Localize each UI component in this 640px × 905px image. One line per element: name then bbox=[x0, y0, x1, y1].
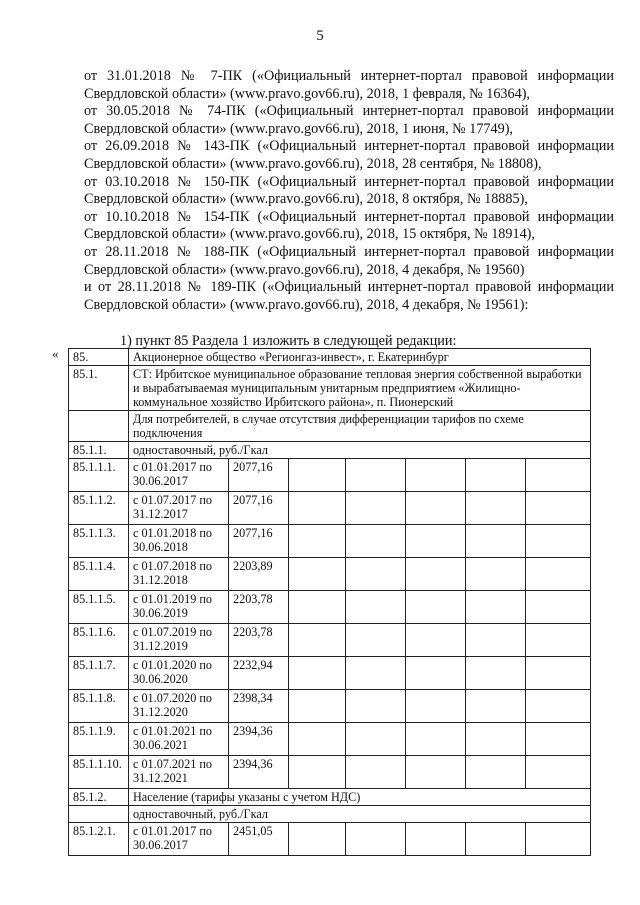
amendment-item: от 30.05.2018 № 74-ПК («Официальный интернет-портал правовой информации Свердловской области» (www.pravo.gov66.ru), 2018, 1 июня, № 17749), bbox=[84, 103, 614, 137]
table-row bbox=[69, 442, 591, 459]
amendment-item: от 03.10.2018 № 150-ПК («Официальный интернет-портал правовой информации Свердловской области» (www.pravo.gov66.ru), 2018, 8 октября, № 18885), bbox=[84, 173, 614, 208]
period: с 01.01.2017 по 30.06.2017 bbox=[129, 823, 229, 856]
tariff-value: 2203,89 bbox=[229, 558, 289, 591]
table-row bbox=[69, 823, 591, 856]
tariff-value: 2077,16 bbox=[229, 459, 289, 492]
table-row bbox=[69, 806, 591, 823]
table-row bbox=[69, 624, 591, 657]
page-number: 5 bbox=[316, 28, 324, 44]
table-row bbox=[69, 525, 591, 558]
table-row bbox=[69, 591, 591, 624]
tariff-value: 2394,36 bbox=[229, 723, 289, 756]
period: с 01.01.2020 по 30.06.2020 bbox=[129, 657, 229, 690]
row-number: 85.1.2.1. bbox=[69, 823, 129, 856]
tariff-value: 2203,78 bbox=[229, 591, 289, 624]
row-number: 85.1.1.4. bbox=[69, 558, 129, 591]
amendment-item: от 31.01.2018 № 7-ПК («Официальный интернет-портал правовой информации Свердловской области» (www.pravo.gov66.ru), 2018, 1 февраля, № 16364), bbox=[84, 68, 614, 102]
period: с 01.07.2019 по 31.12.2019 bbox=[129, 624, 229, 657]
row-number: 85.1.1.1. bbox=[69, 459, 129, 492]
point-instruction: 1) пункт 85 Раздела 1 изложить в следующей редакции: bbox=[120, 333, 457, 349]
tariff-value: 2077,16 bbox=[229, 492, 289, 525]
table-row bbox=[69, 492, 591, 525]
period: с 01.01.2018 по 30.06.2018 bbox=[129, 525, 229, 558]
population-header: Население (тарифы указаны с учетом НДС) bbox=[129, 789, 591, 806]
consumers-note: Для потребителей, в случае отсутствия дифференциации тарифов по схеме подключения bbox=[129, 411, 591, 442]
row-number: 85.1.1.6. bbox=[69, 624, 129, 657]
row-number: 85.1.2. bbox=[69, 789, 129, 806]
amendment-item: от 28.11.2018 № 188-ПК («Официальный интернет-портал правовой информации Свердловской области» (www.pravo.gov66.ru), 2018, 4 декабря, № 19560) bbox=[84, 243, 614, 278]
st-description: СТ: Ирбитское муниципальное образование тепловая энергия собственной выработки и вырабатываемая муниципальным унитарным предприятием «Жилищно-коммунальное хозяйство Ирбитского района», п. Пионерский bbox=[129, 366, 591, 411]
row-number: 85.1.1.8. bbox=[69, 690, 129, 723]
row-number: 85.1.1. bbox=[69, 442, 129, 459]
tariff-value: 2398,34 bbox=[229, 690, 289, 723]
row-number: 85.1.1.5. bbox=[69, 591, 129, 624]
rate-type: одноставочный, руб./Гкал bbox=[129, 806, 591, 823]
period: с 01.01.2021 по 30.06.2021 bbox=[129, 723, 229, 756]
tariff-value: 2394,36 bbox=[229, 756, 289, 789]
period: с 01.01.2019 по 30.06.2019 bbox=[129, 591, 229, 624]
table-row bbox=[69, 756, 591, 789]
row-number: 85.1.1.2. bbox=[69, 492, 129, 525]
row-number: 85.1.1.7. bbox=[69, 657, 129, 690]
row-number: 85. bbox=[69, 349, 129, 366]
tariff-value: 2451,05 bbox=[229, 823, 289, 856]
table-row bbox=[69, 349, 591, 366]
row-number: 85.1.1.3. bbox=[69, 525, 129, 558]
table-row bbox=[69, 459, 591, 492]
table-row bbox=[69, 789, 591, 806]
tariff-table bbox=[68, 348, 591, 856]
table-row bbox=[69, 366, 591, 411]
amendments-list bbox=[84, 68, 614, 314]
period: с 01.07.2018 по 31.12.2018 bbox=[129, 558, 229, 591]
table-row bbox=[69, 690, 591, 723]
table-row bbox=[69, 558, 591, 591]
rate-type: одноставочный, руб./Гкал bbox=[129, 442, 591, 459]
org-name: Акционерное общество «Регионгаз-инвест», г. Екатеринбург bbox=[129, 349, 591, 366]
row-number: 85.1.1.10. bbox=[69, 756, 129, 789]
tariff-value: 2232,94 bbox=[229, 657, 289, 690]
open-quote: « bbox=[52, 346, 59, 361]
amendment-item: от 10.10.2018 № 154-ПК («Официальный интернет-портал правовой информации Свердловской области» (www.pravo.gov66.ru), 2018, 15 октября, № 18914), bbox=[84, 208, 614, 243]
row-number: 85.1. bbox=[69, 366, 129, 411]
amendment-item: и от 28.11.2018 № 189-ПК («Официальный интернет-портал правовой информации Свердловской области» (www.pravo.gov66.ru), 2018, 4 декабря, № 19561): bbox=[84, 279, 614, 313]
table-row bbox=[69, 411, 591, 442]
period: с 01.07.2021 по 31.12.2021 bbox=[129, 756, 229, 789]
tariff-value: 2203,78 bbox=[229, 624, 289, 657]
amendment-item: от 26.09.2018 № 143-ПК («Официальный интернет-портал правовой информации Свердловской области» (www.pravo.gov66.ru), 2018, 28 сентября, № 18808), bbox=[84, 138, 614, 172]
period: с 01.07.2020 по 31.12.2020 bbox=[129, 690, 229, 723]
period: с 01.07.2017 по 31.12.2017 bbox=[129, 492, 229, 525]
period: с 01.01.2017 по 30.06.2017 bbox=[129, 459, 229, 492]
table-row bbox=[69, 657, 591, 690]
tariff-value: 2077,16 bbox=[229, 525, 289, 558]
row-number: 85.1.1.9. bbox=[69, 723, 129, 756]
table-row bbox=[69, 723, 591, 756]
